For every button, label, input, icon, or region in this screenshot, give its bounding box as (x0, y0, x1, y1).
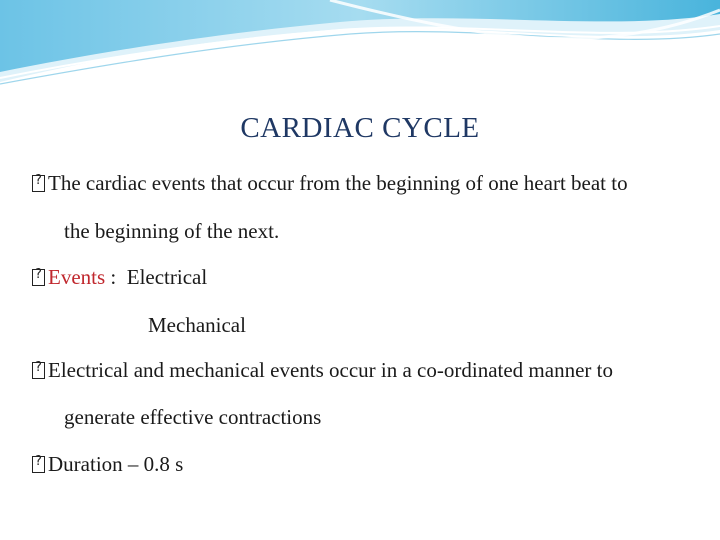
events-electrical: Electrical (126, 265, 208, 289)
bullet-duration (32, 452, 183, 477)
missing-glyph-box-icon (32, 175, 45, 192)
coordination-line-1: Electrical and mechanical events occur in a co-ordinated manner to (48, 358, 613, 382)
definition-line-2: the beginning of the next. (64, 219, 280, 243)
slide-title: CARDIAC CYCLE (240, 112, 480, 144)
bullet-coordination (32, 358, 613, 383)
duration-text: Duration – 0.8 s (48, 452, 184, 476)
missing-glyph-box-icon (32, 269, 45, 286)
coordination-line-2: generate effective contractions (64, 405, 322, 429)
bullet-definition (32, 171, 628, 196)
bullet-events (32, 265, 207, 290)
missing-glyph-box-icon (32, 456, 45, 473)
events-label: Events (48, 265, 106, 289)
events-separator: : (105, 265, 127, 289)
events-mechanical: Mechanical (148, 313, 246, 337)
definition-line-1: The cardiac events that occur from the beginning of one heart beat to (48, 171, 628, 195)
header-wave-decoration (0, 0, 720, 90)
missing-glyph-box-icon (32, 362, 45, 379)
